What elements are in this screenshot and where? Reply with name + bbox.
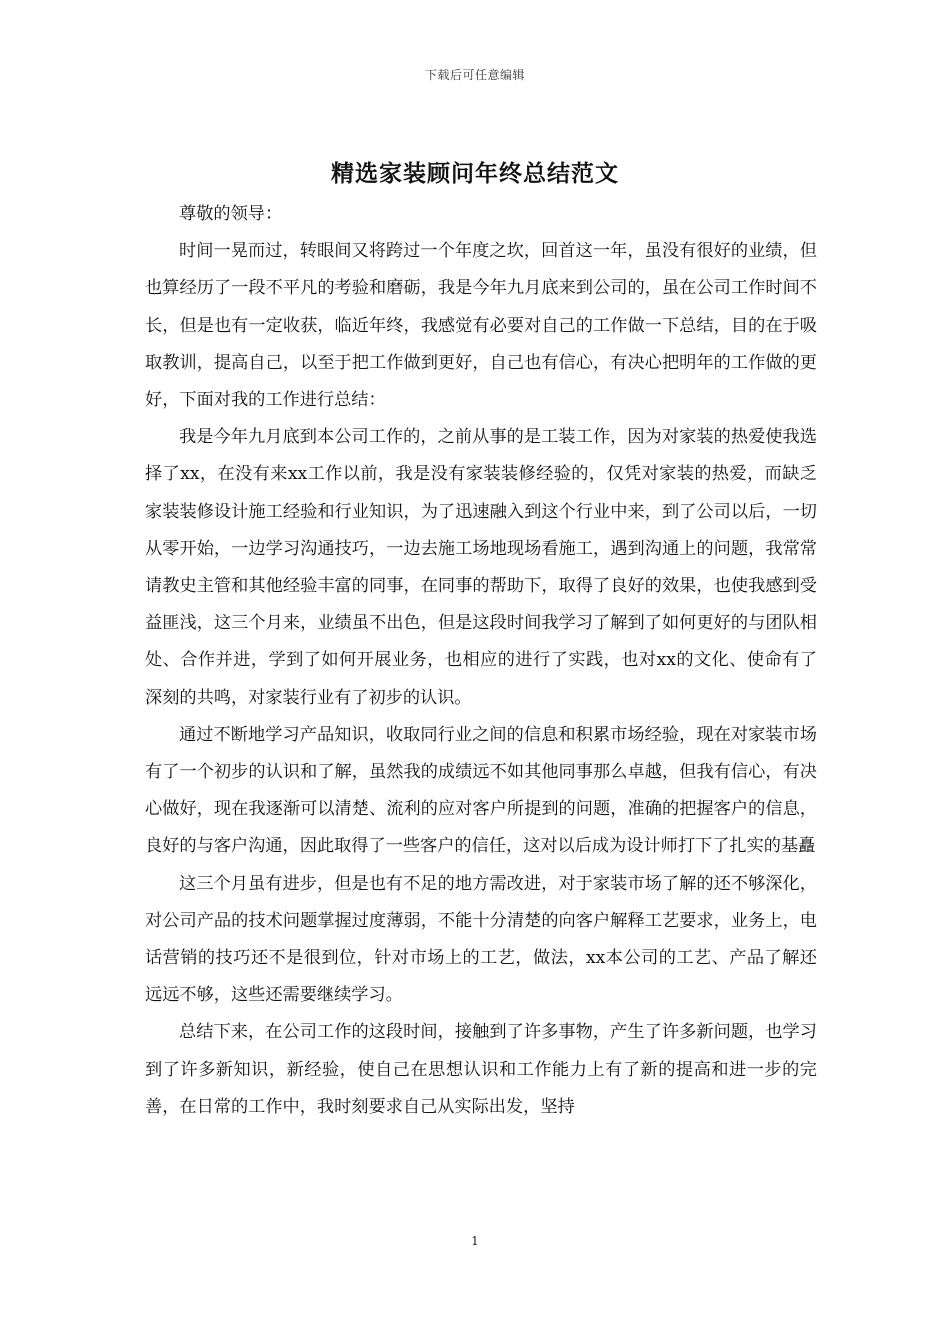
- paragraph-1: 时间一晃而过，转眼间又将跨过一个年度之坎，回首这一年，虽没有很好的业绩，但也算经历了一段不平凡的考验和磨砺，我是今年九月底来到公司的，虽在公司工作时间不长，但是也有一定收获，临近年终，我感觉有必要对自己的工作做一下总结，目的在于吸取教训，提高自己，以至于把工作做到更好，自己也有信心，有决心把明年的工作做的更好，下面对我的工作进行总结：: [145, 241, 817, 411]
- paragraph-3: 通过不断地学习产品知识，收取同行业之间的信息和积累市场经验，现在对家装市场有了一个初步的认识和了解，虽然我的成绩远不如其他同事那么卓越，但我有信心，有决心做好，现在我逐渐可以清楚、流利的应对客户所提到的问题，准确的把握客户的信息，良好的与客户沟通，因此取得了一些客户的信任，这对以后成为设计师打下了扎实的基矗: [145, 724, 817, 857]
- page-number: 1: [471, 1234, 479, 1248]
- paragraph-4: 这三个月虽有进步，但是也有不足的地方需改进，对于家装市场了解的还不够深化，对公司产品的技术问题掌握过度薄弱，不能十分清楚的向客户解释工艺要求，业务上，电话营销的技巧还不是很到位，针对市场上的工艺，做法，xx本公司的工艺、产品了解还远远不够，这些还需要继续学习。: [145, 873, 817, 1006]
- document-title: 精选家装顾问年终总结范文: [331, 160, 619, 187]
- document-body: [145, 196, 817, 1126]
- paragraph-5: 总结下来，在公司工作的这段时间，接触到了许多事物，产生了许多新问题，也学习到了许多新知识，新经验，使自己在思想认识和工作能力上有了新的提高和进一步的完善，在日常的工作中，我时刻要求自己从实际出发，坚持: [145, 1022, 817, 1117]
- salutation: 尊敬的领导：: [179, 204, 283, 224]
- header-note: 下载后可任意编辑: [424, 68, 525, 82]
- paragraph-2: 我是今年九月底到本公司工作的，之前从事的是工装工作，因为对家装的热爱使我选择了xx，在没有来xx工作以前，我是没有家装装修经验的，仅凭对家装的热爱，而缺乏家装装修设计施工经验和行业知识，为了迅速融入到这个行业中来，到了公司以后，一切从零开始，一边学习沟通技巧，一边去施工场地现场看施工，遇到沟通上的问题，我常常请教史主管和其他经验丰富的同事，在同事的帮助下，取得了良好的效果，也使我感到受益匪浅，这三个月来，业绩虽不出色，但是这段时间我学习了解到了如何更好的与团队相处、合作并进，学到了如何开展业务，也相应的进行了实践，也对xx的文化、使命有了深刻的共鸣，对家装行业有了初步的认识。: [145, 427, 817, 708]
